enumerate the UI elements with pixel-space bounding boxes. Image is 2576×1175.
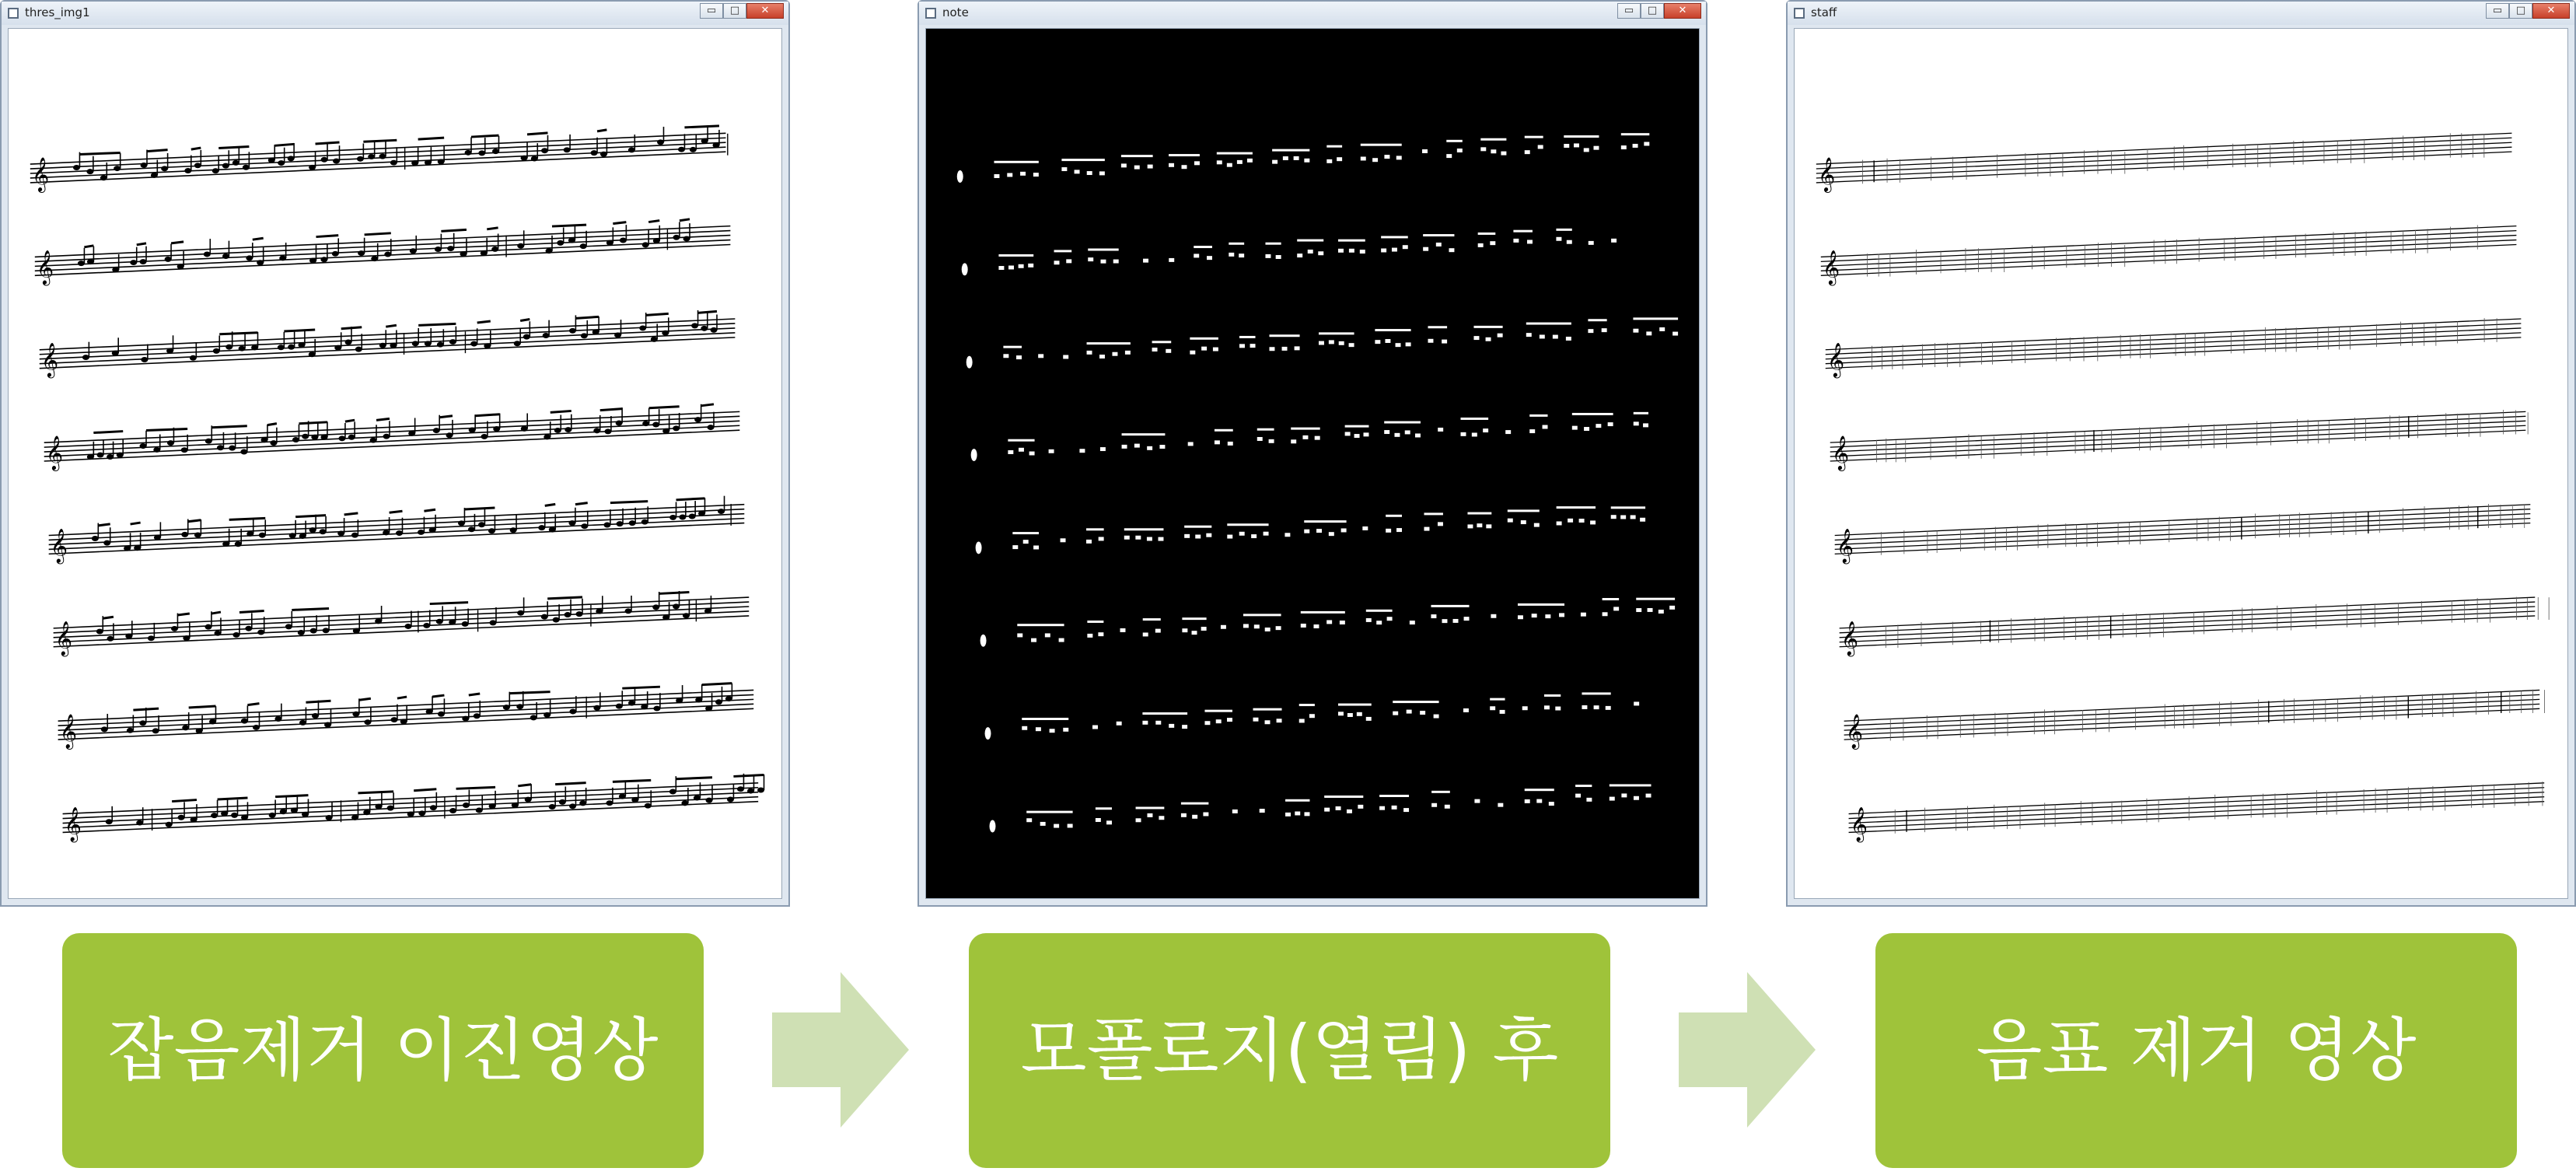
sheet-music-image: [9, 29, 781, 898]
window-titlebar[interactable]: [919, 2, 1706, 25]
window-app-icon: [1794, 8, 1805, 19]
label-notes-removed: 음표 제거 영상: [1875, 933, 2517, 1168]
right-arrow-icon: [1679, 972, 1816, 1128]
close-button[interactable]: ✕: [2532, 3, 2570, 19]
window-title: thres_img1: [25, 5, 90, 19]
window-titlebar[interactable]: [1788, 2, 2574, 25]
svg-text:𝄞: 𝄞: [59, 714, 77, 749]
svg-text:𝄞: 𝄞: [50, 528, 68, 563]
image-viewport: [8, 28, 782, 899]
image-viewport: [1794, 28, 2568, 899]
label-denoised-binary: 잡음제거 이진영상: [62, 933, 704, 1168]
maximize-button[interactable]: □: [1641, 3, 1664, 19]
right-arrow-icon: [772, 972, 909, 1128]
minimize-button[interactable]: ▭: [700, 3, 723, 19]
close-button[interactable]: ✕: [1664, 3, 1701, 19]
staff-lines-image: [1795, 29, 2567, 898]
window-title: note: [942, 5, 969, 19]
window-app-icon: [925, 8, 936, 19]
svg-text:𝄞: 𝄞: [64, 806, 82, 841]
window-staff: [1786, 0, 2576, 907]
svg-text:𝄞: 𝄞: [1840, 621, 1858, 656]
svg-text:𝄞: 𝄞: [1817, 156, 1836, 191]
svg-text:𝄞: 𝄞: [40, 342, 59, 377]
svg-text:𝄞: 𝄞: [54, 621, 72, 656]
maximize-button[interactable]: □: [2509, 3, 2532, 19]
maximize-button[interactable]: □: [723, 3, 746, 19]
svg-text:𝄞: 𝄞: [1826, 342, 1845, 377]
window-titlebar[interactable]: [2, 2, 788, 25]
image-viewport: [925, 28, 1700, 899]
window-app-icon: [8, 8, 19, 19]
minimize-button[interactable]: ▭: [2486, 3, 2509, 19]
label-after-opening: 모폴로지(열림) 후: [969, 933, 1610, 1168]
window-thres-img1: [0, 0, 790, 907]
svg-text:𝄞: 𝄞: [1850, 806, 1868, 841]
svg-text:𝄞: 𝄞: [31, 156, 50, 191]
close-button[interactable]: ✕: [746, 3, 784, 19]
svg-text:𝄞: 𝄞: [45, 435, 64, 470]
svg-text:𝄞: 𝄞: [1836, 528, 1854, 563]
svg-text:𝄞: 𝄞: [1831, 435, 1850, 470]
window-note: [918, 0, 1707, 907]
minimize-button[interactable]: ▭: [1617, 3, 1641, 19]
window-title: staff: [1811, 5, 1837, 19]
svg-text:𝄞: 𝄞: [36, 250, 54, 285]
svg-text:𝄞: 𝄞: [1822, 250, 1840, 285]
morphology-opening-image: [926, 29, 1699, 898]
svg-text:𝄞: 𝄞: [1845, 714, 1863, 749]
